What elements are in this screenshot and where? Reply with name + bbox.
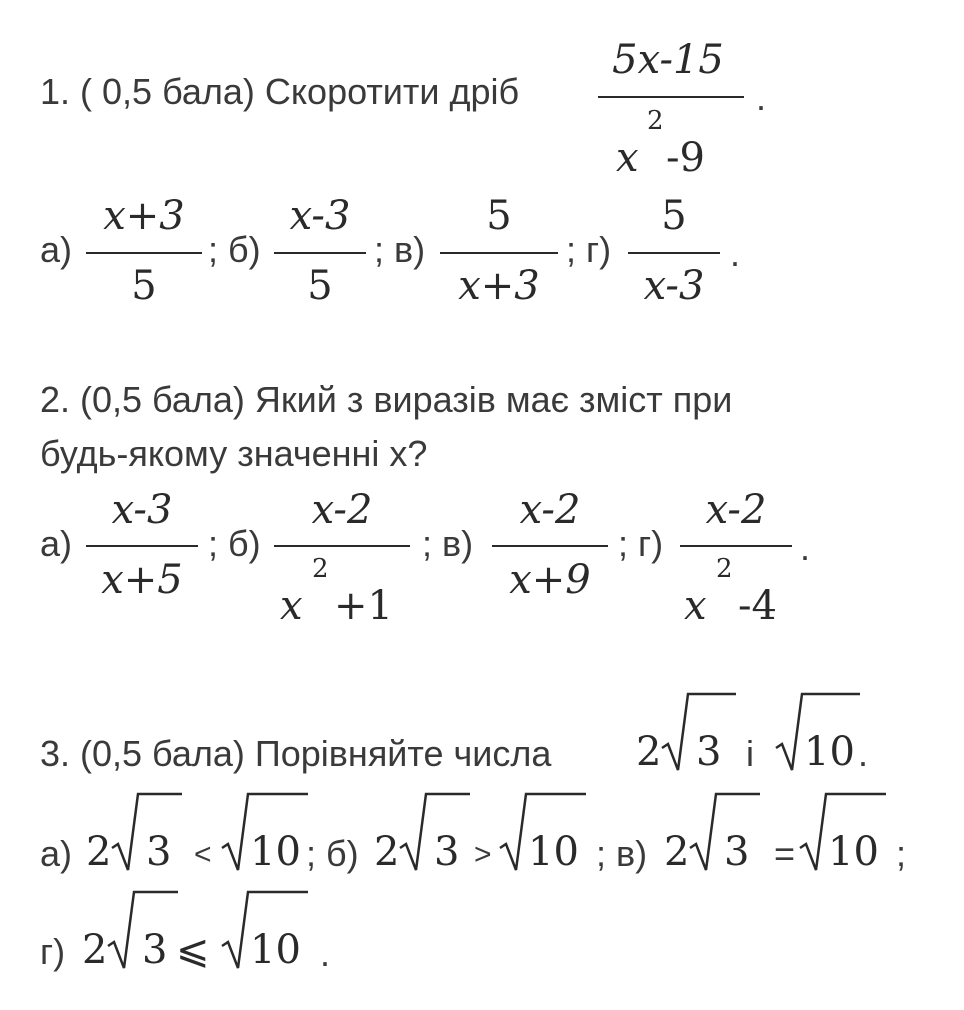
q1-end-dot: . [756, 77, 767, 118]
q2-option-b-den-exponent: 2 [312, 554, 329, 584]
q3-sep-v: ; в) [596, 833, 648, 874]
q1-option-v-denominator: x+3 [458, 263, 540, 309]
q1-den-exponent: 2 [647, 106, 664, 136]
q3-option-a-radicand-2: 10 [250, 829, 301, 875]
q3-option-v-coef: 2 [664, 829, 690, 875]
q1-option-b-numerator: x-3 [289, 193, 351, 239]
q3-option-v-relation: = [774, 833, 796, 874]
q1-sep-v: ; в) [374, 229, 426, 270]
q3-radicand-2: 10 [804, 729, 855, 775]
q3-option-b-radicand-1: 3 [434, 829, 460, 875]
q2-option-v-numerator: x-2 [519, 487, 581, 533]
q3-end-dot: . [858, 733, 869, 774]
question-1-prefix: 1. ( 0,5 бала) Скоротити дріб [40, 71, 520, 112]
q1-option-g-denominator: x-3 [643, 263, 705, 309]
q1-option-a-bar [86, 252, 202, 254]
q2-option-v-bar [492, 545, 608, 547]
q3-conjunction: і [746, 733, 754, 774]
q2-option-end-dot: . [800, 527, 811, 568]
q2-option-g-den-rest: -4 [738, 583, 777, 629]
q1-sep-b: ; б) [208, 229, 261, 270]
q1-option-a-denominator: 5 [131, 263, 157, 309]
q3-option-b-coef: 2 [374, 829, 400, 875]
q3-option-g-radicand-2: 10 [250, 927, 301, 973]
q1-option-v-bar [440, 252, 558, 254]
q2-option-b-numerator: x-2 [311, 487, 373, 533]
q1-option-a-numerator: x+3 [103, 193, 185, 239]
q3-radicand-1: 3 [696, 729, 722, 775]
q1-option-b-denominator: 5 [307, 263, 333, 309]
q1-option-b-bar [274, 252, 366, 254]
q3-option-a-coef: 2 [86, 829, 112, 875]
q3-sep-b: ; б) [306, 833, 359, 874]
q2-option-g-numerator: x-2 [705, 487, 767, 533]
q3-option-b-radicand-2: 10 [528, 829, 579, 875]
q1-option-v-numerator: 5 [486, 193, 512, 239]
q2-sep-g: ; г) [618, 523, 664, 564]
q3-option-end-dot: . [320, 933, 331, 974]
q3-option-g-label: г) [40, 931, 66, 972]
q2-option-a-label: а) [40, 523, 73, 564]
question-2-line-2: будь-якому значенні х? [40, 433, 428, 474]
q1-option-g-numerator: 5 [661, 193, 687, 239]
question-2-line-1: 2. (0,5 бала) Який з виразів має зміст при [40, 379, 733, 420]
q2-option-g-den-base: x [684, 583, 707, 629]
q3-option-g-coef: 2 [82, 927, 108, 973]
q2-sep-b: ; б) [208, 523, 261, 564]
q3-option-g-relation: ⩽ [176, 927, 210, 973]
q2-option-b-bar [274, 545, 410, 547]
question-3-prefix: 3. (0,5 бала) Порівняйте числа [40, 733, 552, 774]
q3-option-v-radicand-2: 10 [828, 829, 879, 875]
q3-option-b-relation: > [474, 838, 492, 871]
q1-fraction-bar [598, 96, 744, 98]
q2-option-g-bar [680, 545, 792, 547]
q2-option-b-den-rest: +1 [334, 583, 393, 629]
q2-option-a-bar [86, 545, 198, 547]
q1-den-rest: -9 [666, 135, 705, 181]
q1-option-g-bar [628, 252, 720, 254]
q1-fraction-numerator: 5x-15 [612, 37, 724, 83]
q3-option-g-radicand-1: 3 [142, 927, 168, 973]
q1-option-end-dot: . [730, 233, 741, 274]
q2-option-a-denominator: x+5 [101, 557, 183, 603]
q3-sep-end: ; [896, 833, 907, 874]
q1-den-base: x [616, 135, 639, 181]
q2-option-b-den-base: x [280, 583, 303, 629]
q2-sep-v: ; в) [422, 523, 474, 564]
q3-option-v-radicand-1: 3 [724, 829, 750, 875]
q1-option-a-label: а) [40, 229, 73, 270]
q3-coef: 2 [636, 729, 662, 775]
q1-sep-g: ; г) [566, 229, 612, 270]
q2-option-v-denominator: x+9 [509, 557, 591, 603]
q2-option-g-den-exponent: 2 [716, 554, 733, 584]
q2-option-a-numerator: x-3 [111, 487, 173, 533]
q3-option-a-label: а) [40, 833, 73, 874]
q3-option-a-relation: < [194, 838, 212, 871]
q3-option-a-radicand-1: 3 [146, 829, 172, 875]
